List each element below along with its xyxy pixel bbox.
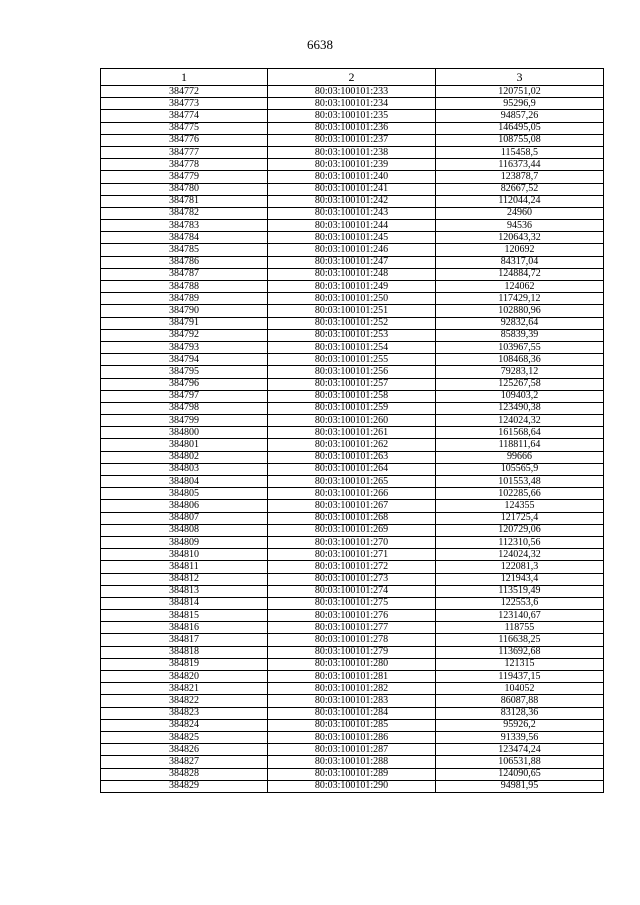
row-number-cell: 384777 (101, 146, 268, 158)
cadastral-number-cell: 80:03:100101:284 (268, 707, 436, 719)
column-header-3: 3 (436, 69, 604, 86)
table-row (101, 427, 604, 439)
row-number-cell: 384797 (101, 390, 268, 402)
table-row (101, 110, 604, 122)
cadastral-number-cell: 80:03:100101:242 (268, 195, 436, 207)
value-cell: 84317,04 (436, 256, 604, 268)
cadastral-number-cell: 80:03:100101:249 (268, 281, 436, 293)
cadastral-number-cell: 80:03:100101:245 (268, 232, 436, 244)
cadastral-number-cell: 80:03:100101:267 (268, 500, 436, 512)
cadastral-number-cell: 80:03:100101:268 (268, 512, 436, 524)
table-row (101, 268, 604, 280)
row-number-cell: 384786 (101, 256, 268, 268)
row-number-cell: 384826 (101, 744, 268, 756)
table-row (101, 366, 604, 378)
value-cell: 119437,15 (436, 671, 604, 683)
value-cell: 123474,24 (436, 744, 604, 756)
row-number-cell: 384781 (101, 195, 268, 207)
table-row (101, 695, 604, 707)
row-number-cell: 384774 (101, 110, 268, 122)
row-number-cell: 384806 (101, 500, 268, 512)
value-cell: 120643,32 (436, 232, 604, 244)
row-number-cell: 384803 (101, 463, 268, 475)
row-number-cell: 384822 (101, 695, 268, 707)
row-number-cell: 384780 (101, 183, 268, 195)
row-number-cell: 384772 (101, 86, 268, 98)
row-number-cell: 384792 (101, 329, 268, 341)
table-row (101, 500, 604, 512)
cadastral-number-cell: 80:03:100101:269 (268, 524, 436, 536)
value-cell: 109403,2 (436, 390, 604, 402)
row-number-cell: 384798 (101, 402, 268, 414)
value-cell: 116638,25 (436, 634, 604, 646)
row-number-cell: 384825 (101, 731, 268, 743)
value-cell: 102285,66 (436, 488, 604, 500)
table-row (101, 536, 604, 548)
value-cell: 108755,08 (436, 134, 604, 146)
table-row (101, 329, 604, 341)
value-cell: 101553,48 (436, 476, 604, 488)
value-cell: 123878,7 (436, 171, 604, 183)
value-cell: 95926,2 (436, 719, 604, 731)
table-row (101, 707, 604, 719)
row-number-cell: 384804 (101, 476, 268, 488)
value-cell: 123490,38 (436, 402, 604, 414)
row-number-cell: 384796 (101, 378, 268, 390)
row-number-cell: 384829 (101, 780, 268, 792)
cadastral-number-cell: 80:03:100101:285 (268, 719, 436, 731)
cadastral-number-cell: 80:03:100101:244 (268, 220, 436, 232)
row-number-cell: 384821 (101, 683, 268, 695)
cadastral-number-cell: 80:03:100101:247 (268, 256, 436, 268)
row-number-cell: 384805 (101, 488, 268, 500)
value-cell: 95296,9 (436, 98, 604, 110)
value-cell: 124024,32 (436, 415, 604, 427)
value-cell: 115458,5 (436, 146, 604, 158)
cadastral-number-cell: 80:03:100101:272 (268, 561, 436, 573)
cadastral-number-cell: 80:03:100101:256 (268, 366, 436, 378)
row-number-cell: 384775 (101, 122, 268, 134)
row-number-cell: 384779 (101, 171, 268, 183)
page-number: 6638 (307, 37, 333, 52)
value-cell: 122081,3 (436, 561, 604, 573)
data-table (100, 68, 604, 793)
row-number-cell: 384795 (101, 366, 268, 378)
cadastral-number-cell: 80:03:100101:254 (268, 341, 436, 353)
table-row (101, 244, 604, 256)
cadastral-number-cell: 80:03:100101:233 (268, 86, 436, 98)
value-cell: 146495,05 (436, 122, 604, 134)
column-header-1: 1 (101, 69, 268, 86)
value-cell: 124884,72 (436, 268, 604, 280)
table-row (101, 756, 604, 768)
row-number-cell: 384800 (101, 427, 268, 439)
value-cell: 121315 (436, 658, 604, 670)
value-cell: 121725,4 (436, 512, 604, 524)
table-row (101, 658, 604, 670)
table-row (101, 317, 604, 329)
cadastral-number-cell: 80:03:100101:236 (268, 122, 436, 134)
table-row (101, 780, 604, 792)
row-number-cell: 384807 (101, 512, 268, 524)
table-row (101, 597, 604, 609)
table-row (101, 341, 604, 353)
cadastral-number-cell: 80:03:100101:263 (268, 451, 436, 463)
table-row (101, 256, 604, 268)
row-number-cell: 384824 (101, 719, 268, 731)
table-row (101, 378, 604, 390)
value-cell: 91339,56 (436, 731, 604, 743)
cadastral-number-cell: 80:03:100101:234 (268, 98, 436, 110)
cadastral-number-cell: 80:03:100101:282 (268, 683, 436, 695)
row-number-cell: 384819 (101, 658, 268, 670)
row-number-cell: 384813 (101, 585, 268, 597)
value-cell: 116373,44 (436, 159, 604, 171)
table-row (101, 183, 604, 195)
table-row (101, 207, 604, 219)
value-cell: 108468,36 (436, 354, 604, 366)
table-row (101, 585, 604, 597)
row-number-cell: 384790 (101, 305, 268, 317)
cadastral-number-cell: 80:03:100101:283 (268, 695, 436, 707)
table-row (101, 561, 604, 573)
cadastral-number-cell: 80:03:100101:275 (268, 597, 436, 609)
cadastral-number-cell: 80:03:100101:271 (268, 549, 436, 561)
row-number-cell: 384809 (101, 536, 268, 548)
table-row (101, 354, 604, 366)
table-row (101, 122, 604, 134)
value-cell: 113519,49 (436, 585, 604, 597)
row-number-cell: 384814 (101, 597, 268, 609)
cadastral-number-cell: 80:03:100101:288 (268, 756, 436, 768)
table-row (101, 281, 604, 293)
value-cell: 124355 (436, 500, 604, 512)
table-row (101, 524, 604, 536)
value-cell: 103967,55 (436, 341, 604, 353)
cadastral-number-cell: 80:03:100101:287 (268, 744, 436, 756)
cadastral-number-cell: 80:03:100101:280 (268, 658, 436, 670)
table-row (101, 171, 604, 183)
table-row (101, 402, 604, 414)
header-row (101, 69, 604, 86)
value-cell: 24960 (436, 207, 604, 219)
table-row (101, 646, 604, 658)
table-row (101, 512, 604, 524)
value-cell: 120692 (436, 244, 604, 256)
row-number-cell: 384783 (101, 220, 268, 232)
table-row (101, 146, 604, 158)
cadastral-number-cell: 80:03:100101:240 (268, 171, 436, 183)
row-number-cell: 384828 (101, 768, 268, 780)
cadastral-number-cell: 80:03:100101:239 (268, 159, 436, 171)
cadastral-number-cell: 80:03:100101:255 (268, 354, 436, 366)
row-number-cell: 384791 (101, 317, 268, 329)
table-row (101, 622, 604, 634)
cadastral-number-cell: 80:03:100101:237 (268, 134, 436, 146)
table-row (101, 159, 604, 171)
value-cell: 122553,6 (436, 597, 604, 609)
cadastral-number-cell: 80:03:100101:241 (268, 183, 436, 195)
table-row (101, 719, 604, 731)
cadastral-number-cell: 80:03:100101:246 (268, 244, 436, 256)
value-cell: 121943,4 (436, 573, 604, 585)
table-row (101, 744, 604, 756)
table-row (101, 683, 604, 695)
row-number-cell: 384782 (101, 207, 268, 219)
value-cell: 118811,64 (436, 439, 604, 451)
row-number-cell: 384812 (101, 573, 268, 585)
value-cell: 124024,32 (436, 549, 604, 561)
row-number-cell: 384817 (101, 634, 268, 646)
cadastral-number-cell: 80:03:100101:289 (268, 768, 436, 780)
table-row (101, 415, 604, 427)
row-number-cell: 384801 (101, 439, 268, 451)
table-row (101, 98, 604, 110)
row-number-cell: 384816 (101, 622, 268, 634)
row-number-cell: 384785 (101, 244, 268, 256)
value-cell: 99666 (436, 451, 604, 463)
table-row (101, 573, 604, 585)
table-row (101, 463, 604, 475)
cadastral-number-cell: 80:03:100101:248 (268, 268, 436, 280)
value-cell: 94981,95 (436, 780, 604, 792)
table-row (101, 390, 604, 402)
cadastral-number-cell: 80:03:100101:265 (268, 476, 436, 488)
row-number-cell: 384787 (101, 268, 268, 280)
value-cell: 86087,88 (436, 695, 604, 707)
table-row (101, 634, 604, 646)
row-number-cell: 384776 (101, 134, 268, 146)
value-cell: 92832,64 (436, 317, 604, 329)
cadastral-number-cell: 80:03:100101:266 (268, 488, 436, 500)
table-row (101, 549, 604, 561)
table-row (101, 731, 604, 743)
table-row (101, 610, 604, 622)
value-cell: 112310,56 (436, 536, 604, 548)
row-number-cell: 384778 (101, 159, 268, 171)
value-cell: 120751,02 (436, 86, 604, 98)
table-row (101, 476, 604, 488)
table-row (101, 671, 604, 683)
table-row (101, 451, 604, 463)
row-number-cell: 384784 (101, 232, 268, 244)
cadastral-number-cell: 80:03:100101:235 (268, 110, 436, 122)
cadastral-number-cell: 80:03:100101:278 (268, 634, 436, 646)
value-cell: 94857,26 (436, 110, 604, 122)
row-number-cell: 384810 (101, 549, 268, 561)
table-row (101, 768, 604, 780)
cadastral-number-cell: 80:03:100101:286 (268, 731, 436, 743)
value-cell: 117429,12 (436, 293, 604, 305)
table-row (101, 195, 604, 207)
cadastral-number-cell: 80:03:100101:259 (268, 402, 436, 414)
cadastral-number-cell: 80:03:100101:262 (268, 439, 436, 451)
value-cell: 106531,88 (436, 756, 604, 768)
cadastral-number-cell: 80:03:100101:276 (268, 610, 436, 622)
value-cell: 112044,24 (436, 195, 604, 207)
cadastral-number-cell: 80:03:100101:281 (268, 671, 436, 683)
row-number-cell: 384815 (101, 610, 268, 622)
value-cell: 82667,52 (436, 183, 604, 195)
value-cell: 161568,64 (436, 427, 604, 439)
table-row (101, 220, 604, 232)
table-row (101, 134, 604, 146)
value-cell: 102880,96 (436, 305, 604, 317)
value-cell: 123140,67 (436, 610, 604, 622)
value-cell: 85839,39 (436, 329, 604, 341)
table-header (101, 69, 604, 86)
row-number-cell: 384811 (101, 561, 268, 573)
row-number-cell: 384788 (101, 281, 268, 293)
cadastral-number-cell: 80:03:100101:277 (268, 622, 436, 634)
value-cell: 83128,36 (436, 707, 604, 719)
value-cell: 104052 (436, 683, 604, 695)
row-number-cell: 384827 (101, 756, 268, 768)
cadastral-number-cell: 80:03:100101:252 (268, 317, 436, 329)
value-cell: 113692,68 (436, 646, 604, 658)
value-cell: 94536 (436, 220, 604, 232)
table-row (101, 232, 604, 244)
column-header-2: 2 (268, 69, 436, 86)
value-cell: 125267,58 (436, 378, 604, 390)
cadastral-number-cell: 80:03:100101:243 (268, 207, 436, 219)
table-body (101, 86, 604, 793)
cadastral-number-cell: 80:03:100101:238 (268, 146, 436, 158)
cadastral-number-cell: 80:03:100101:261 (268, 427, 436, 439)
cadastral-number-cell: 80:03:100101:290 (268, 780, 436, 792)
table-row (101, 305, 604, 317)
table-row (101, 86, 604, 98)
cadastral-number-cell: 80:03:100101:257 (268, 378, 436, 390)
row-number-cell: 384818 (101, 646, 268, 658)
cadastral-number-cell: 80:03:100101:274 (268, 585, 436, 597)
cadastral-number-cell: 80:03:100101:279 (268, 646, 436, 658)
row-number-cell: 384808 (101, 524, 268, 536)
value-cell: 118755 (436, 622, 604, 634)
row-number-cell: 384794 (101, 354, 268, 366)
value-cell: 79283,12 (436, 366, 604, 378)
row-number-cell: 384773 (101, 98, 268, 110)
cadastral-number-cell: 80:03:100101:273 (268, 573, 436, 585)
value-cell: 124062 (436, 281, 604, 293)
cadastral-number-cell: 80:03:100101:250 (268, 293, 436, 305)
cadastral-number-cell: 80:03:100101:264 (268, 463, 436, 475)
row-number-cell: 384820 (101, 671, 268, 683)
cadastral-number-cell: 80:03:100101:258 (268, 390, 436, 402)
row-number-cell: 384802 (101, 451, 268, 463)
row-number-cell: 384793 (101, 341, 268, 353)
value-cell: 124090,65 (436, 768, 604, 780)
cadastral-number-cell: 80:03:100101:270 (268, 536, 436, 548)
row-number-cell: 384799 (101, 415, 268, 427)
row-number-cell: 384823 (101, 707, 268, 719)
value-cell: 105565,9 (436, 463, 604, 475)
table-row (101, 293, 604, 305)
table-row (101, 439, 604, 451)
table-row (101, 488, 604, 500)
row-number-cell: 384789 (101, 293, 268, 305)
cadastral-number-cell: 80:03:100101:260 (268, 415, 436, 427)
cadastral-number-cell: 80:03:100101:251 (268, 305, 436, 317)
cadastral-number-cell: 80:03:100101:253 (268, 329, 436, 341)
value-cell: 120729,06 (436, 524, 604, 536)
